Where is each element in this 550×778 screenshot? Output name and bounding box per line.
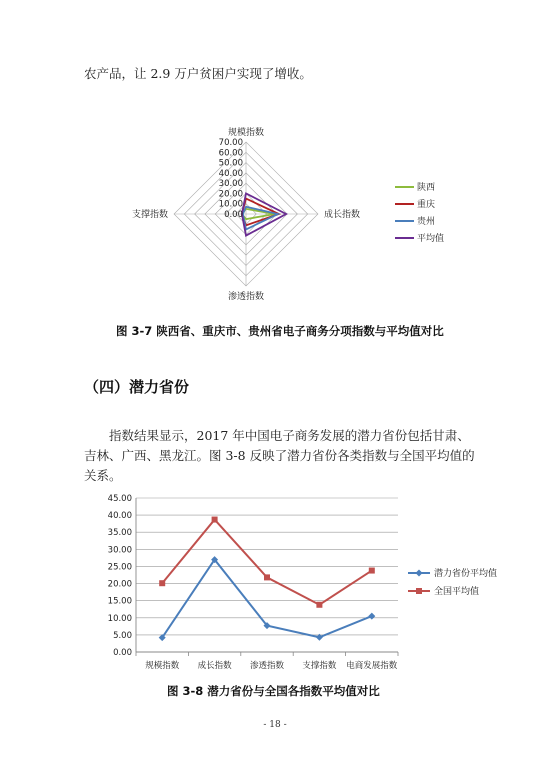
radar-legend-label: 陕西 (417, 183, 436, 193)
line-y-tick-label: 10.00 (107, 613, 132, 624)
radar-tick-label: 30.00 (218, 179, 243, 190)
radar-axis-label: 渗透指数 (227, 292, 265, 302)
line-y-tick-label: 30.00 (107, 545, 132, 556)
line-data-point (369, 568, 375, 574)
line-legend-marker (416, 570, 423, 577)
line-x-tick-label: 电商发展指数 (346, 661, 398, 671)
radar-axis-label: 成长指数 (324, 210, 361, 220)
line-x-tick-labels (145, 660, 398, 671)
line-legend-marker (416, 588, 422, 594)
radar-legend (395, 181, 444, 244)
body-paragraph: 指数结果显示，2017 年中国电子商务发展的潜力省份包括甘肃、吉林、广西、黑龙江。图 3-8 反映了潜力省份各类指数与全国平均值的关系。 (84, 428, 475, 483)
line-y-tick-label: 5.00 (113, 630, 132, 641)
line-y-tick-label: 35.00 (107, 528, 132, 539)
line-data-point (368, 613, 375, 620)
line-y-tick-label: 40.00 (107, 511, 132, 522)
radar-legend-label: 平均值 (417, 234, 445, 244)
radar-tick-label: 20.00 (218, 189, 243, 200)
radar-tick-label: 60.00 (218, 148, 243, 159)
radar-axis-label: 支撑指数 (131, 210, 168, 220)
line-x-tick-label: 规模指数 (145, 661, 180, 671)
radar-chart (110, 115, 450, 315)
radar-grid (174, 142, 318, 286)
page-number: - 18 - (263, 720, 287, 730)
radar-series (242, 193, 286, 235)
radar-tick-label: 10.00 (218, 199, 243, 210)
line-y-tick-labels (108, 494, 132, 658)
radar-tick-label: 40.00 (218, 168, 243, 179)
line-legend-label: 潜力省份平均值 (434, 569, 498, 579)
line-legend (408, 567, 497, 597)
line-chart (96, 480, 516, 680)
radar-tick-label: 50.00 (218, 158, 243, 169)
radar-tick-labels (219, 138, 243, 220)
line-series (159, 517, 376, 642)
figure1-caption: 图 3-7 陕西省、重庆市、贵州省电子商务分项指数与平均值对比 (116, 324, 444, 338)
radar-tick-label: 0.00 (224, 210, 243, 220)
line-x-tick-label: 支撑指数 (302, 661, 337, 671)
line-y-tick-label: 15.00 (107, 596, 132, 607)
line-data-point (316, 602, 322, 608)
line-legend-label: 全国平均值 (434, 587, 480, 597)
line-y-tick-label: 45.00 (107, 494, 132, 504)
line-data-point (212, 517, 218, 523)
line-y-tick-label: 20.00 (107, 579, 132, 590)
line-y-tick-label: 25.00 (107, 562, 132, 573)
radar-legend-label: 重庆 (417, 200, 436, 210)
intro-line: 农产品，让 2.9 万户贫困户实现了增收。 (84, 66, 312, 81)
figure2-caption: 图 3-8 潜力省份与全国各指数平均值对比 (167, 684, 380, 698)
line-data-point (159, 580, 165, 586)
line-data-point (264, 574, 270, 580)
radar-axis-label: 规模指数 (227, 128, 265, 138)
line-y-tick-label: 0.00 (113, 648, 132, 658)
radar-legend-label: 贵州 (417, 217, 436, 227)
line-x-tick-label: 成长指数 (197, 661, 232, 671)
radar-tick-label: 70.00 (218, 138, 243, 148)
section-heading: （四）潜力省份 (84, 378, 190, 396)
line-x-tick-label: 渗透指数 (249, 661, 285, 671)
